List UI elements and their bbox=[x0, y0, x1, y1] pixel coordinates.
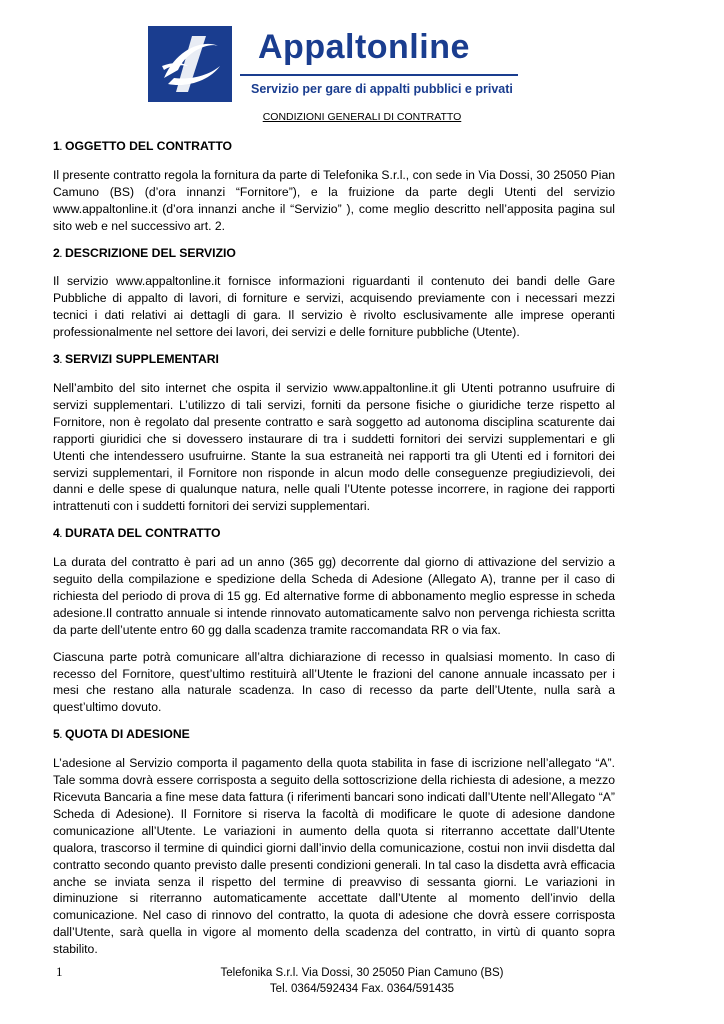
section-number: 4. bbox=[53, 526, 63, 541]
section-heading bbox=[53, 245, 615, 264]
page-number: 1 bbox=[56, 964, 63, 979]
paragraph: L’adesione al Servizio comporta il pagamento della quota stabilita in fase di iscrizione nell’allegato “A”. Tale somma dovrà essere corrisposta a seguito della sottoscrizione della richiesta di adesione, a mezzo Ricevuta Bancaria a fine mese data fattura (i riferimenti bancari sono indicati dall’Utente nell’Allegato “A” Scheda di Adesione). Il Fornitore si riserva la facoltà di modificare le quote di adesione dandone comunicazione all’Utente. Le variazioni in aumento della quota si riterranno accettate dall’Utente qualora, trascorso il termine di quindici giorni dall’invio della comunicazione, costui non invii disdetta dal contratto secondo quanto previsto dalle presenti condizioni generali. In tal caso la disdetta avrà efficacia anche se inviata senza il rispetto del termine di preavviso di sessanta giorni. Le variazioni in diminuzione si riterranno automaticamente accettate dall’Utente al momento dell’invio della comunicazione. Nel caso di rinnovo del contratto, la quota di adesione che dovrà essere corrisposta dall’Utente, sarà quella in vigore al momento della scadenza del contratto, in virtù di quanto sopra stabilito. bbox=[53, 756, 615, 957]
section-title: DURATA DEL CONTRATTO bbox=[65, 526, 221, 541]
document-title: CONDIZIONI GENERALI DI CONTRATTO bbox=[262, 111, 462, 123]
section-title: SERVIZI SUPPLEMENTARI bbox=[65, 352, 219, 367]
section-number: 2. bbox=[53, 245, 63, 260]
section-number: 3. bbox=[53, 352, 63, 367]
section-heading bbox=[53, 138, 615, 157]
section-title: QUOTA DI ADESIONE bbox=[65, 727, 190, 742]
section-5 bbox=[53, 726, 615, 958]
section-heading bbox=[53, 726, 615, 745]
footer-contacts: Tel. 0364/592434 Fax. 0364/591435 bbox=[269, 983, 455, 995]
paragraph: Ciascuna parte potrà comunicare all’altra dichiarazione di recesso in qualsiasi momento. In caso di recesso del Fornitore, quest’ultimo restituirà all’Utente le frazioni del canone annuale incassato per i mesi che restano alla naturale scadenza. In caso di recesso da parte dell’Utente, nulla sarà a quest’ultimo dovuto. bbox=[53, 649, 615, 715]
footer-address: Telefonika S.r.l. Via Dossi, 30 25050 Pian Camuno (BS) bbox=[220, 967, 504, 979]
brand-name: Appaltonline bbox=[258, 28, 470, 66]
section-4 bbox=[53, 525, 615, 716]
footer bbox=[0, 965, 724, 997]
section-heading bbox=[53, 351, 615, 370]
brand-divider bbox=[240, 74, 518, 76]
section-number: 1. bbox=[53, 139, 63, 153]
brand-tagline: Servizio per gare di appalti pubblici e privati bbox=[251, 82, 513, 96]
paragraph: Nell’ambito del sito internet che ospita il servizio www.appaltonline.it gli Utenti potranno usufruire di servizi supplementari. L’utilizzo di tali servizi, forniti da persone fisiche o giuridiche terze rispetto al Fornitore, non è regolato dal presente contratto e sarà soggetto ad autonoma disciplina scaturente dai rapporti giuridici che si dovessero instaurare di tra i suddetti fornitori dei servizi supplementari e gli Utenti che intendessero usufruirne. Stante la sua estraneità nei rapporti tra gli Utenti ed i fornitori dei servizi supplementari, il Fornitore non risponde in alcun modo delle conseguenze pregiudizievoli, dei danni e delle spese di qualunque natura, nelle quali l’Utente potesse incorrere, in ragione dei rapporti intrattenuti con i suddetti fornitori dei servizi supplementari. bbox=[53, 380, 615, 514]
section-number: 5. bbox=[53, 727, 63, 742]
header bbox=[148, 26, 528, 106]
section-1 bbox=[53, 138, 615, 235]
paragraph: Il servizio www.appaltonline.it fornisce informazioni riguardanti il contenuto dei bandi delle Gare Pubbliche di appalto di lavori, di forniture e servizi, acquisendo previamente con i necessari mezzi tecnici i dati relativi ai dettagli di gara. Il servizio è rivolto esclusivamente alle imprese operanti professionalmente nel settore dei lavori, dei servizi e delle forniture pubbliche (Utente). bbox=[53, 274, 615, 340]
section-2 bbox=[53, 245, 615, 342]
document-body bbox=[53, 138, 615, 968]
section-title: DESCRIZIONE DEL SERVIZIO bbox=[65, 245, 236, 260]
paragraph: La durata del contratto è pari ad un anno (365 gg) decorrente dal giorno di attivazione del servizio a seguito della compilazione e spedizione della Scheda di Adesione (Allegato A), tranne per il caso di richiesta del periodo di prova di 15 gg. Ed alternative forme di abbonamento meglio espresse in scheda adesione.Il contratto annuale si intende rinnovato automaticamente salvo non pervenga richiesta scritta da parte dell’utente entro 60 gg dalla scadenza tramite raccomandata RR o via fax. bbox=[53, 555, 615, 637]
paragraph: Il presente contratto regola la fornitura da parte di Telefonika S.r.l., con sede in Via Dossi, 30 25050 Pian Camuno (BS) (d’ora innanzi “Fornitore”), e la fruizione da parte degli Utenti del servizio www.appaltonline.it (d’ora innanzi anche il “Servizio” ), come meglio descritto nell’apposita pagina sul sito web e nel successivo art. 2. bbox=[53, 167, 615, 233]
section-3 bbox=[53, 351, 615, 515]
section-title: OGGETTO DEL CONTRATTO bbox=[65, 139, 233, 153]
section-heading bbox=[53, 525, 615, 544]
appaltonline-logo-icon bbox=[148, 26, 232, 102]
